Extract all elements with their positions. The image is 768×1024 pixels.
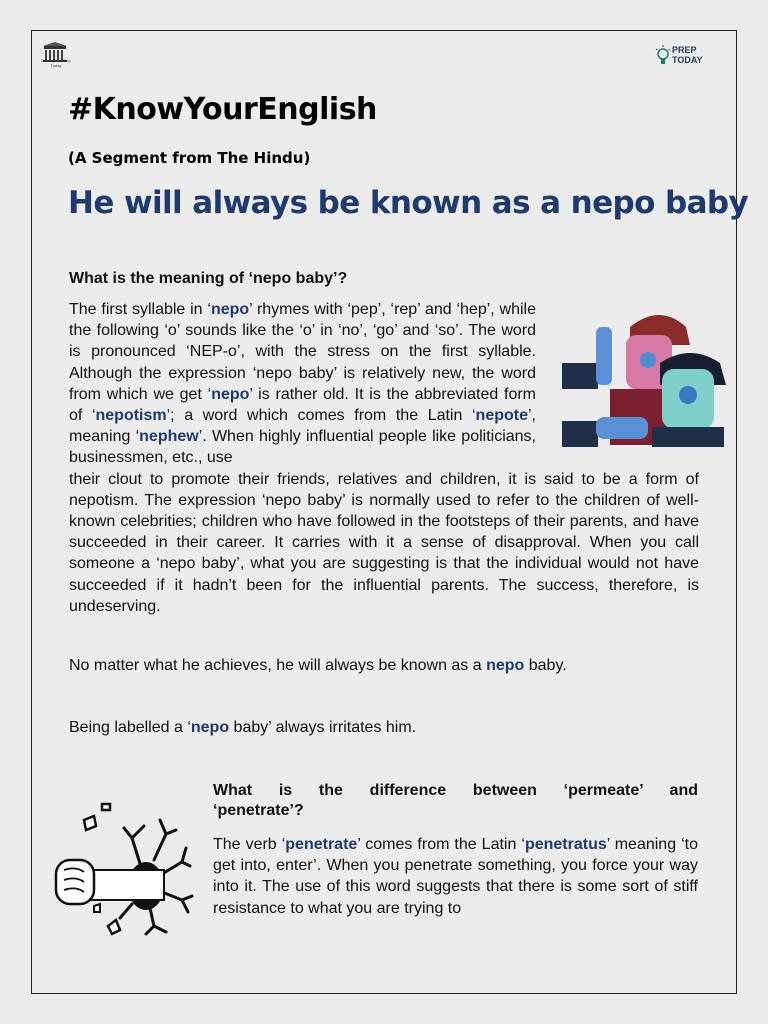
text-run: ’ meaning ‘to get into, enter’. When you penetrate something, you force your way into it. The use of this word suggests that there is some sort of stiff resistance to what you are trying to — [213, 836, 699, 917]
keyword-nepotism: nepotism — [95, 407, 167, 425]
section2-paragraph — [213, 834, 698, 919]
keyword-nepo: nepo — [190, 719, 230, 736]
text-run: No matter what he achieves, he will always be known as a — [69, 657, 487, 674]
page-subtitle: (A Segment from The Hindu) — [68, 149, 311, 167]
keyword-nepo: nepo — [211, 385, 250, 403]
text-run: Being labelled a ‘ — [69, 719, 191, 736]
paragraph-wrapped-part — [69, 299, 536, 469]
text-run: baby. — [524, 657, 567, 674]
keyword-nepo: nepo — [210, 301, 250, 318]
question-line-1: What is the difference between ‘permeate’ and — [213, 782, 698, 799]
fist-breaking-wall-icon — [54, 800, 194, 940]
text-run: The first syllable in ‘ — [69, 301, 211, 318]
paragraph-full-part: their clout to promote their friends, relatives and children, it is said to be a form of nepotism. The expression ‘nepo baby’ is normally used to refer to the children of well-known celebrities; children who have followed in the footsteps of their parents, and have succeeded in their career. It carries with it a sense of disapproval. When you call someone a ‘nepo baby’, what you are suggesting is that the individual would not have succeeded if it hadn’t been for the influential parents. The success, therefore, is undeserving. — [69, 470, 699, 615]
keyword-nepote: nepote — [475, 407, 528, 425]
keyword-nepo: nepo — [486, 657, 525, 674]
keyword-nephew: nephew — [139, 428, 199, 446]
nepo-baby-illustration-icon — [560, 305, 730, 453]
example-sentence-1 — [69, 657, 567, 675]
headline: He will always be known as a nepo baby — [68, 185, 749, 221]
text-run: ’; a word which comes from the Latin ‘ — [166, 407, 476, 425]
question-line-2: ‘penetrate’? — [213, 802, 304, 819]
text-run: baby’ always irritates him. — [229, 719, 417, 736]
right-logo-line2: TODAY — [672, 55, 703, 65]
keyword-penetratus: penetratus — [524, 836, 607, 853]
right-logo-text — [672, 45, 703, 65]
text-run: The verb ‘ — [213, 836, 286, 853]
example-sentence-2 — [69, 719, 416, 737]
right-logo-line1: PREP — [672, 45, 697, 55]
text-run: ’, meaning ‘ — [69, 407, 536, 446]
left-logo-text: Descriptive Prep Today — [41, 58, 71, 68]
text-run: ’. When highly influential people like politicians, businessmen, etc., use — [69, 428, 536, 467]
section1-question: What is the meaning of ‘nepo baby’? — [69, 270, 348, 287]
text-run: ’ rhymes with ‘pep’, ‘rep’ and ‘hep’, while the following ‘o’ sounds like the ‘o’ in ‘no’, ‘go’ and ‘so’. The word is pronounced ‘NEP-o’, with the stress on the first syllable. Although the expression ‘nepo baby’ is relatively new, the word from which we get ‘ — [69, 301, 536, 403]
section2-question — [213, 781, 698, 821]
page-title: #KnowYourEnglish — [68, 92, 377, 127]
text-run: ’ is rather old. It is the abbreviated form of ‘ — [69, 385, 537, 425]
keyword-penetrate: penetrate — [285, 836, 358, 853]
text-run: ’ comes from the Latin ‘ — [357, 836, 525, 853]
